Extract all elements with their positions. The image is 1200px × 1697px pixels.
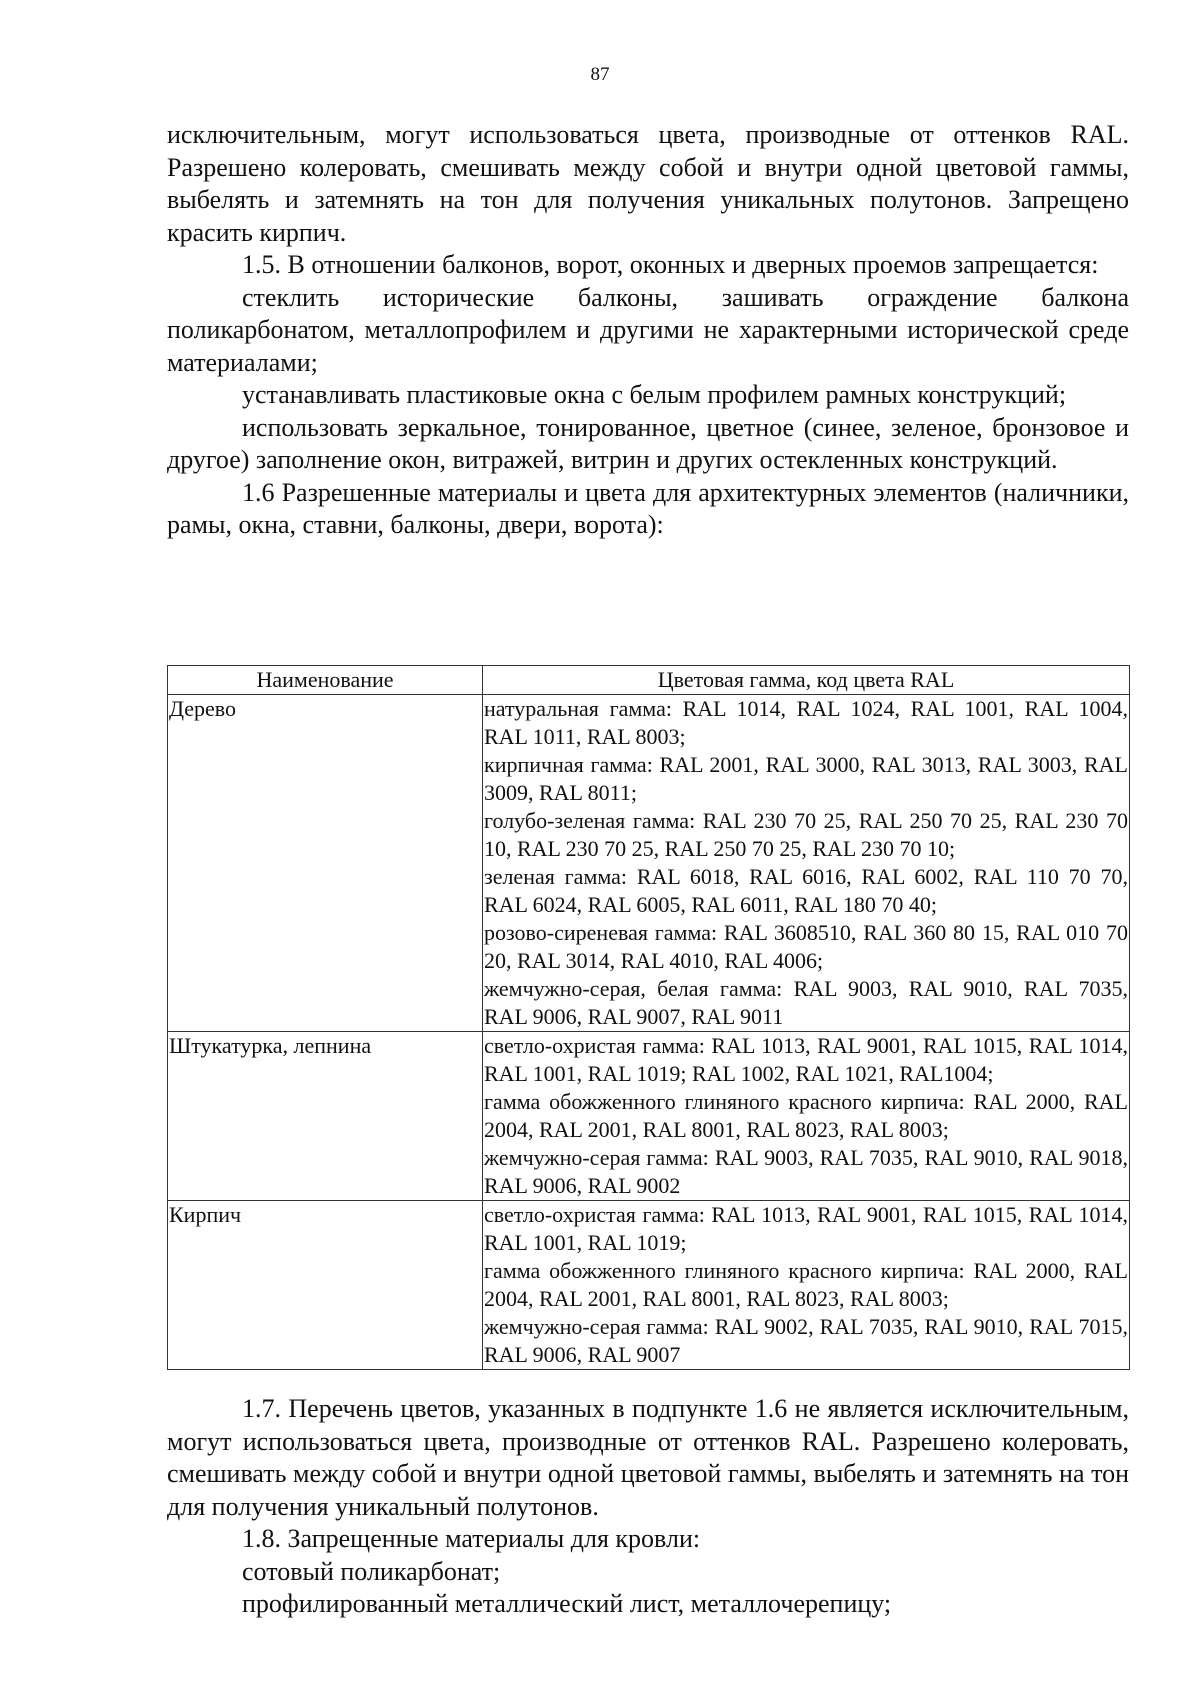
- page-number: 87: [590, 64, 610, 85]
- column-header-name: Наименование: [168, 666, 483, 695]
- color-gamut-entry: гамма обожженного глиняного красного кирпича: RAL 2000, RAL 2004, RAL 2001, RAL 8001, RAL 8023, RAL 8003;: [484, 1258, 1128, 1311]
- paragraph: 1.8. Запрещенные материалы для кровли:: [242, 1524, 701, 1553]
- paragraph: исключительным, могут использоваться цвета, производные от оттенков RAL. Разрешено колеровать, смешивать между собой и внутри одной цветовой гаммы, выбелять и затемнять на тон для получения уникальных полутонов. Запрещено красить кирпич.: [167, 120, 1129, 247]
- top-text-block: [167, 119, 1129, 542]
- paragraph: стеклить исторические балконы, зашивать ограждение балкона поликарбонатом, металлопрофилем и другими не характерными исторической среде материалами;: [167, 282, 1129, 377]
- table-row: [168, 695, 1130, 1032]
- color-gamut-entry: жемчужно-серая гамма: RAL 9002, RAL 7035, RAL 9010, RAL 7015, RAL 9006, RAL 9007: [484, 1314, 1128, 1367]
- paragraph: использовать зеркальное, тонированное, цветное (синее, зеленое, бронзовое и другое) заполнение окон, витражей, витрин и других остекленных конструкций.: [167, 412, 1129, 474]
- materials-colors-table: [167, 665, 1130, 1370]
- color-gamut-cell: [483, 1032, 1130, 1201]
- column-header-colors: Цветовая гамма, код цвета RAL: [483, 666, 1130, 695]
- color-gamut-entry: розово-сиреневая гамма: RAL 3608510, RAL 360 80 15, RAL 010 70 20, RAL 3014, RAL 4010, RAL 4006;: [484, 920, 1128, 973]
- color-gamut-entry: кирпичная гамма: RAL 2001, RAL 3000, RAL 3013, RAL 3003, RAL 3009, RAL 8011;: [484, 752, 1128, 805]
- color-gamut-entry: голубо-зеленая гамма: RAL 230 70 25, RAL 250 70 25, RAL 230 70 10, RAL 230 70 25, RAL 250 70 25, RAL 230 70 10;: [484, 808, 1128, 861]
- paragraph: устанавливать пластиковые окна с белым профилем рамных конструкций;: [242, 380, 1067, 409]
- color-gamut-entry: жемчужно-серая, белая гамма: RAL 9003, RAL 9010, RAL 7035, RAL 9006, RAL 9007, RAL 9011: [484, 976, 1128, 1029]
- color-gamut-entry: жемчужно-серая гамма: RAL 9003, RAL 7035, RAL 9010, RAL 9018, RAL 9006, RAL 9002: [484, 1145, 1128, 1198]
- paragraph: профилированный металлический лист, металлочерепицу;: [242, 1589, 892, 1618]
- table-row: [168, 1032, 1130, 1201]
- paragraph: 1.5. В отношении балконов, ворот, оконных и дверных проемов запрещается:: [242, 250, 1099, 279]
- color-gamut-entry: светло-охристая гамма: RAL 1013, RAL 9001, RAL 1015, RAL 1014, RAL 1001, RAL 1019; RAL 1002, RAL 1021, RAL1004;: [484, 1033, 1128, 1086]
- paragraph: 1.6 Разрешенные материалы и цвета для архитектурных элементов (наличники, рамы, окна, ставни, балконы, двери, ворота):: [167, 477, 1129, 539]
- color-gamut-cell: [483, 1201, 1130, 1370]
- bottom-text-block: [167, 1393, 1129, 1621]
- color-gamut-entry: светло-охристая гамма: RAL 1013, RAL 9001, RAL 1015, RAL 1014, RAL 1001, RAL 1019;: [484, 1202, 1128, 1255]
- color-gamut-entry: гамма обожженного глиняного красного кирпича: RAL 2000, RAL 2004, RAL 2001, RAL 8001, RAL 8023, RAL 8003;: [484, 1089, 1128, 1142]
- paragraph: сотовый поликарбонат;: [242, 1556, 501, 1586]
- paragraph: 1.7. Перечень цветов, указанных в подпункте 1.6 не является исключительным, могут использоваться цвета, производные от оттенков RAL. Разрешено колеровать, смешивать между собой и внутри одной цветовой гаммы, выбелять и затемнять на тон для получения уникальный полутонов.: [167, 1394, 1129, 1521]
- table-header-row: [168, 666, 1130, 695]
- material-name-cell: Кирпич: [168, 1201, 483, 1370]
- color-gamut-cell: [483, 695, 1130, 1032]
- material-name-cell: Дерево: [168, 695, 483, 1032]
- table-row: [168, 1201, 1130, 1370]
- material-name-cell: Штукатурка, лепнина: [168, 1032, 483, 1201]
- color-gamut-entry: зеленая гамма: RAL 6018, RAL 6016, RAL 6002, RAL 110 70 70, RAL 6024, RAL 6005, RAL 6011, RAL 180 70 40;: [484, 864, 1128, 917]
- color-gamut-entry: натуральная гамма: RAL 1014, RAL 1024, RAL 1001, RAL 1004, RAL 1011, RAL 8003;: [484, 696, 1128, 749]
